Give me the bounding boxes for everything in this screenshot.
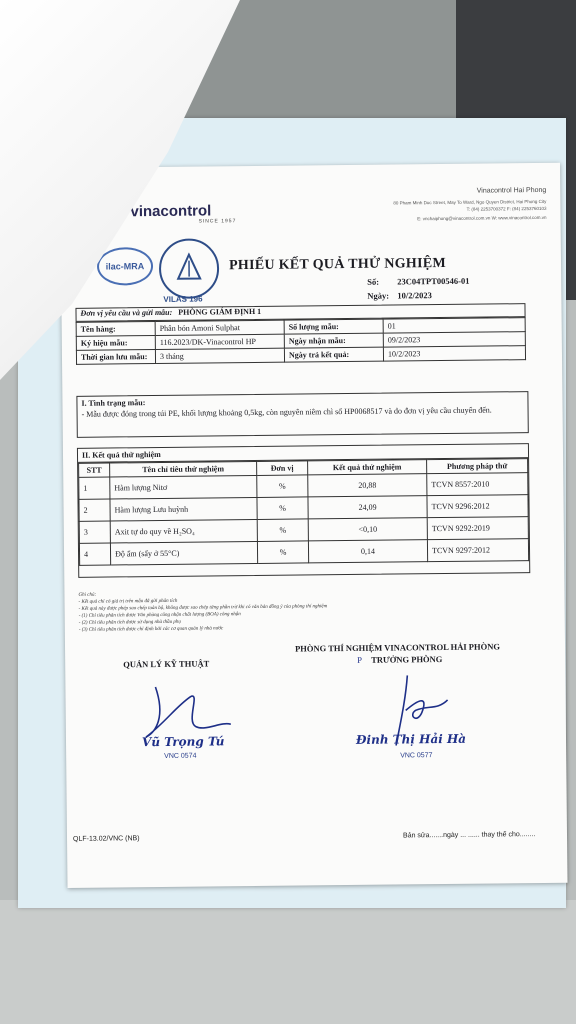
info-label: Ký hiệu mẫu: bbox=[76, 336, 155, 351]
info-label: Tên hàng: bbox=[76, 322, 155, 337]
section-sample-status bbox=[76, 391, 528, 438]
form-code: QLF-13.02/VNC (NB) bbox=[72, 835, 140, 843]
accreditation-seal-icon bbox=[159, 238, 220, 299]
background-table bbox=[0, 900, 576, 1024]
info-value: Phân bón Amoni Sulphat bbox=[155, 320, 284, 335]
document-title: PHIẾU KẾT QUẢ THỬ NGHIỆM bbox=[228, 255, 447, 274]
cell-method: TCVN 8557:2010 bbox=[427, 473, 528, 496]
section-results bbox=[77, 443, 530, 578]
cell-stt: 3 bbox=[79, 521, 110, 543]
ngay-value: 10/2/2023 bbox=[397, 290, 432, 301]
right-signer-code: VNC 0577 bbox=[400, 752, 433, 760]
notes bbox=[78, 587, 518, 634]
cell-method: TCVN 9292:2019 bbox=[427, 517, 528, 540]
results-table bbox=[78, 458, 529, 566]
right-signer-role: TRƯỞNG PHÒNG bbox=[371, 654, 443, 665]
info-value: 01 bbox=[383, 318, 525, 333]
note-line: - (1) Chỉ tiêu phân tích được Văn phòng công nhận chất lượng (BOA) công nhận bbox=[78, 612, 241, 619]
cell-stt: 1 bbox=[79, 477, 110, 499]
cell-stt: 2 bbox=[79, 499, 110, 521]
cell-unit: % bbox=[257, 541, 308, 564]
cell-method: TCVN 9297:2012 bbox=[427, 539, 528, 562]
section1-text: - Mẫu được đóng trong túi PE, khối lượng khoảng 0,5kg, còn nguyên niêm chì số HP0068517 và do đơn vị yêu cầu chuyển đến. bbox=[81, 405, 492, 419]
right-prefix: P bbox=[357, 654, 362, 665]
so-label: Số: bbox=[367, 276, 380, 287]
note-line: Ghi chú: bbox=[78, 592, 97, 598]
column-header: Đơn vị bbox=[257, 461, 308, 476]
cell-unit: % bbox=[257, 519, 308, 542]
cell-name: Hàm lượng Nitơ bbox=[110, 475, 257, 499]
column-header: STT bbox=[79, 463, 110, 477]
left-signer-name: Vũ Trọng Tú bbox=[141, 734, 225, 750]
column-header: Phương pháp thử bbox=[427, 459, 528, 474]
company-name: Vinacontrol Hai Phong bbox=[476, 186, 547, 195]
info-value: 3 tháng bbox=[155, 348, 284, 363]
cell-result: 20,88 bbox=[308, 474, 427, 497]
cell-result: <0,10 bbox=[308, 518, 427, 541]
note-line: - Kết quả chỉ có giá trị trên mẫu đã gửi phân tích bbox=[78, 598, 178, 605]
ilac-mra-logo: ilac-MRA bbox=[97, 247, 153, 286]
left-signer-role: QUẢN LÝ KỸ THUẬT bbox=[123, 658, 210, 670]
note-line: - (2) Chỉ tiêu phân tích được sử dụng nhà thầu phụ bbox=[78, 619, 181, 626]
cell-stt: 4 bbox=[79, 543, 110, 565]
column-header: Tên chỉ tiêu thử nghiệm bbox=[110, 461, 257, 477]
cell-method: TCVN 9296:2012 bbox=[427, 495, 528, 518]
right-signer-name: Đinh Thị Hải Hà bbox=[355, 731, 467, 747]
section1-heading: I. Tình trạng mẫu: bbox=[81, 398, 146, 408]
info-label: Số lượng mẫu: bbox=[284, 319, 383, 334]
vilas-code: VILAS 196 bbox=[163, 294, 203, 304]
info-value: 116.2023/DK-Vinacontrol HP bbox=[155, 334, 284, 349]
cell-unit: % bbox=[257, 475, 308, 498]
company-address: 80 Pham Minh Duc Street, May To Ward, Ngo Quyen District, Hai Phong City bbox=[393, 198, 547, 206]
cell-unit: % bbox=[257, 497, 308, 520]
vinacontrol-logo: vinacontrol bbox=[130, 202, 212, 221]
cell-result: 0,14 bbox=[308, 540, 427, 563]
section2-heading: II. Kết quả thử nghiệm bbox=[78, 444, 528, 463]
info-label: Ngày trả kết quả: bbox=[284, 347, 383, 362]
cell-name: Hàm lượng Lưu huỳnh bbox=[110, 497, 257, 521]
logo-since: SINCE 1957 bbox=[198, 218, 237, 225]
table-row bbox=[79, 539, 528, 566]
company-email: E: vnchaiphong@vinacontrol.com.vn W: www.vinacontrol.com.vn bbox=[417, 214, 547, 222]
left-signer-code: VNC 0574 bbox=[164, 752, 197, 760]
note-line: - (3) Chỉ tiêu phân tích được chỉ định bởi các cơ quan quản lý nhà nước bbox=[78, 626, 224, 633]
revision-note: Bản sửa.......ngày ... ...... thay thế cho........ bbox=[402, 831, 536, 840]
info-value: 09/2/2023 bbox=[383, 332, 525, 347]
cell-name: Axit tự do quy về H₂SO₄ bbox=[110, 519, 257, 543]
note-line: - Kết quả này được phép sao chép toàn bộ, không được sao chép từng phần trừ khi có văn bản đồng ý của phòng thí nghiệm bbox=[78, 604, 328, 612]
test-result-sheet bbox=[60, 163, 568, 888]
company-phone: T: (84) 2253700372 F: (84) 2253760103 bbox=[466, 205, 547, 212]
info-label: Thời gian lưu mẫu: bbox=[76, 350, 155, 365]
requester-label: Đơn vị yêu cầu và gửi mẫu: bbox=[80, 307, 173, 318]
requester-value: PHÒNG GIÁM ĐỊNH 1 bbox=[178, 306, 262, 317]
lab-name: PHÒNG THÍ NGHIỆM VINACONTROL HẢI PHÒNG bbox=[294, 641, 500, 654]
sample-info-table bbox=[76, 317, 526, 365]
info-label: Ngày nhận mẫu: bbox=[284, 333, 383, 348]
ngay-label: Ngày: bbox=[367, 290, 390, 301]
so-value: 23C04TPT00546-01 bbox=[397, 275, 470, 287]
column-header: Kết quả thử nghiệm bbox=[308, 460, 427, 475]
cell-result: 24,09 bbox=[308, 496, 427, 519]
cell-name: Độ ẩm (sấy ở 55°C) bbox=[110, 541, 257, 565]
info-value: 10/2/2023 bbox=[383, 346, 525, 361]
